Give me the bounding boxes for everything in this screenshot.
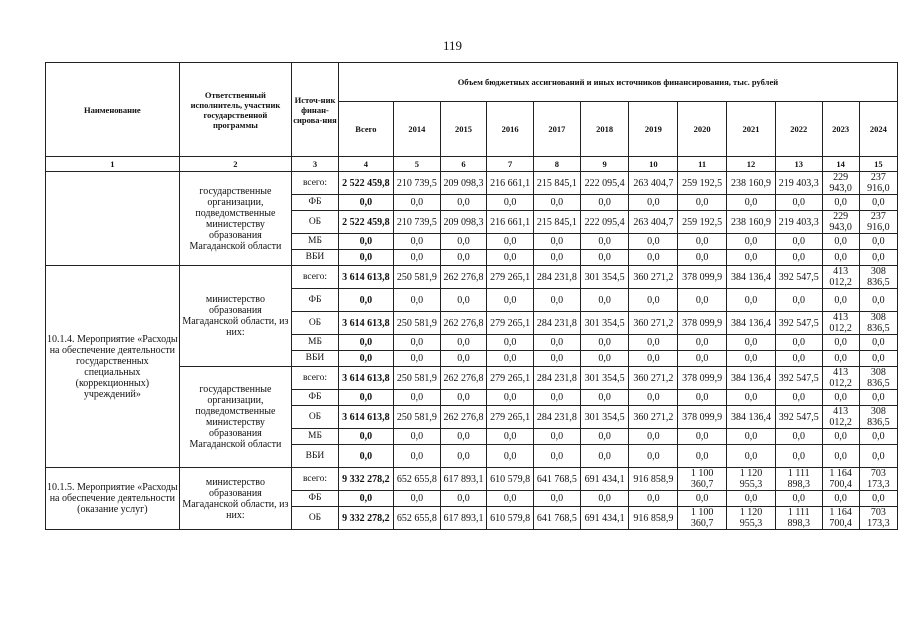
value-year: 0,0 [822, 351, 859, 367]
value-year: 1 120 955,3 [727, 468, 776, 491]
value-year: 0,0 [822, 335, 859, 351]
value-year: 0,0 [859, 351, 897, 367]
value-total: 0,0 [338, 335, 393, 351]
value-year: 0,0 [393, 491, 440, 507]
value-year: 0,0 [629, 429, 678, 445]
header-volume: Объем бюджетных ассигнований и иных источников финансирования, тыс. рублей [338, 63, 897, 102]
value-year: 0,0 [629, 335, 678, 351]
value-year: 0,0 [487, 234, 534, 250]
value-year: 0,0 [534, 289, 581, 312]
value-year: 215 845,1 [534, 211, 581, 234]
value-year: 0,0 [727, 250, 776, 266]
executor-name: министерство образования Магаданской области, из них: [179, 266, 291, 367]
value-year: 0,0 [580, 491, 629, 507]
value-total: 0,0 [338, 250, 393, 266]
funding-source: всего: [292, 468, 339, 491]
value-year: 0,0 [678, 195, 727, 211]
header-executor: Ответственный исполнитель, участник государственной программы [179, 63, 291, 157]
budget-table [45, 62, 898, 530]
value-total: 3 614 613,8 [338, 312, 393, 335]
value-year: 0,0 [580, 335, 629, 351]
column-number: 9 [580, 157, 629, 172]
value-year: 652 655,8 [393, 507, 440, 530]
funding-source: всего: [292, 367, 339, 390]
value-year: 0,0 [775, 234, 822, 250]
value-year: 0,0 [393, 250, 440, 266]
value-year: 384 136,4 [727, 312, 776, 335]
activity-name [46, 172, 180, 266]
table-row [46, 172, 898, 195]
value-year: 0,0 [580, 429, 629, 445]
value-year: 0,0 [859, 289, 897, 312]
value-year: 0,0 [440, 390, 487, 406]
value-year: 703 173,3 [859, 468, 897, 491]
header-year: 2019 [629, 102, 678, 157]
value-year: 413 012,2 [822, 406, 859, 429]
value-year: 0,0 [440, 195, 487, 211]
activity-name: 10.1.4. Мероприятие «Расходы на обеспечение деятельности государственных специальных (коррекционных) учреждений» [46, 266, 180, 468]
value-year: 617 893,1 [440, 507, 487, 530]
value-year: 703 173,3 [859, 507, 897, 530]
value-year: 0,0 [440, 250, 487, 266]
header-year: Всего [338, 102, 393, 157]
header-year: 2023 [822, 102, 859, 157]
value-year: 0,0 [859, 250, 897, 266]
value-year: 0,0 [775, 250, 822, 266]
value-year: 0,0 [534, 491, 581, 507]
value-year: 916 858,9 [629, 507, 678, 530]
column-number: 14 [822, 157, 859, 172]
value-year: 259 192,5 [678, 211, 727, 234]
value-year: 916 858,9 [629, 468, 678, 491]
value-year: 279 265,1 [487, 312, 534, 335]
value-year: 0,0 [822, 195, 859, 211]
header-year: 2017 [534, 102, 581, 157]
value-total: 0,0 [338, 289, 393, 312]
value-year: 0,0 [534, 250, 581, 266]
value-year: 617 893,1 [440, 468, 487, 491]
value-year: 0,0 [629, 195, 678, 211]
value-total: 0,0 [338, 195, 393, 211]
value-year: 0,0 [775, 445, 822, 468]
value-year: 209 098,3 [440, 211, 487, 234]
value-year: 301 354,5 [580, 266, 629, 289]
value-year: 0,0 [629, 351, 678, 367]
value-year: 0,0 [487, 195, 534, 211]
value-year: 378 099,9 [678, 266, 727, 289]
value-year: 0,0 [859, 491, 897, 507]
value-year: 259 192,5 [678, 172, 727, 195]
value-year: 308 836,5 [859, 406, 897, 429]
funding-source: ОБ [292, 312, 339, 335]
value-year: 250 581,9 [393, 312, 440, 335]
value-year: 279 265,1 [487, 266, 534, 289]
value-year: 392 547,5 [775, 312, 822, 335]
executor-name: государственные организации, подведомственные министерству образования Магаданской области [179, 172, 291, 266]
value-year: 384 136,4 [727, 406, 776, 429]
value-year: 308 836,5 [859, 266, 897, 289]
value-year: 0,0 [822, 429, 859, 445]
header-year: 2021 [727, 102, 776, 157]
value-year: 216 661,1 [487, 172, 534, 195]
value-year: 384 136,4 [727, 367, 776, 390]
value-total: 0,0 [338, 445, 393, 468]
value-year: 0,0 [678, 289, 727, 312]
value-year: 0,0 [727, 195, 776, 211]
value-total: 3 614 613,8 [338, 367, 393, 390]
value-year: 378 099,9 [678, 312, 727, 335]
value-year: 691 434,1 [580, 507, 629, 530]
value-year: 284 231,8 [534, 406, 581, 429]
value-year: 219 403,3 [775, 172, 822, 195]
column-number-row [46, 157, 898, 172]
value-year: 0,0 [775, 335, 822, 351]
value-year: 0,0 [440, 429, 487, 445]
value-year: 0,0 [487, 335, 534, 351]
value-year: 250 581,9 [393, 406, 440, 429]
value-year: 360 271,2 [629, 266, 678, 289]
value-year: 1 164 700,4 [822, 507, 859, 530]
value-year: 279 265,1 [487, 367, 534, 390]
value-year: 378 099,9 [678, 367, 727, 390]
value-year: 0,0 [629, 250, 678, 266]
value-year: 301 354,5 [580, 367, 629, 390]
value-year: 0,0 [859, 195, 897, 211]
value-year: 0,0 [629, 390, 678, 406]
value-year: 0,0 [487, 351, 534, 367]
value-year: 384 136,4 [727, 266, 776, 289]
value-year: 1 120 955,3 [727, 507, 776, 530]
value-year: 0,0 [727, 491, 776, 507]
value-year: 0,0 [727, 289, 776, 312]
value-year: 210 739,5 [393, 211, 440, 234]
value-year: 0,0 [580, 250, 629, 266]
value-year: 0,0 [487, 445, 534, 468]
value-year: 0,0 [534, 234, 581, 250]
value-year: 0,0 [775, 289, 822, 312]
value-total: 9 332 278,2 [338, 468, 393, 491]
funding-source: МБ [292, 234, 339, 250]
value-year: 219 403,3 [775, 211, 822, 234]
funding-source: всего: [292, 266, 339, 289]
value-year: 229 943,0 [822, 172, 859, 195]
value-year: 0,0 [822, 250, 859, 266]
column-number: 3 [292, 157, 339, 172]
value-year: 0,0 [393, 390, 440, 406]
funding-source: ФБ [292, 491, 339, 507]
value-year: 0,0 [393, 195, 440, 211]
value-year: 222 095,4 [580, 211, 629, 234]
value-year: 0,0 [727, 390, 776, 406]
value-year: 0,0 [775, 429, 822, 445]
value-year: 237 916,0 [859, 172, 897, 195]
column-number: 6 [440, 157, 487, 172]
header-source: Источ-ник финан-сирова-ния [292, 63, 339, 157]
value-year: 0,0 [678, 390, 727, 406]
value-year: 0,0 [629, 445, 678, 468]
value-year: 0,0 [534, 445, 581, 468]
value-year: 0,0 [440, 445, 487, 468]
value-year: 378 099,9 [678, 406, 727, 429]
table-body [46, 172, 898, 530]
column-number: 2 [179, 157, 291, 172]
value-year: 641 768,5 [534, 507, 581, 530]
column-number: 11 [678, 157, 727, 172]
value-year: 392 547,5 [775, 406, 822, 429]
value-total: 0,0 [338, 491, 393, 507]
funding-source: МБ [292, 429, 339, 445]
value-year: 0,0 [822, 491, 859, 507]
value-year: 0,0 [629, 289, 678, 312]
value-year: 0,0 [727, 234, 776, 250]
value-year: 610 579,8 [487, 468, 534, 491]
value-year: 1 111 898,3 [775, 507, 822, 530]
column-number: 10 [629, 157, 678, 172]
value-year: 0,0 [580, 351, 629, 367]
funding-source: ВБИ [292, 351, 339, 367]
value-year: 0,0 [580, 234, 629, 250]
value-year: 229 943,0 [822, 211, 859, 234]
value-year: 0,0 [859, 234, 897, 250]
value-total: 2 522 459,8 [338, 211, 393, 234]
funding-source: ОБ [292, 211, 339, 234]
funding-source: всего: [292, 172, 339, 195]
value-year: 0,0 [580, 390, 629, 406]
value-year: 1 100 360,7 [678, 507, 727, 530]
value-year: 262 276,8 [440, 367, 487, 390]
value-year: 308 836,5 [859, 367, 897, 390]
value-total: 0,0 [338, 351, 393, 367]
value-year: 0,0 [822, 289, 859, 312]
value-year: 641 768,5 [534, 468, 581, 491]
value-year: 263 404,7 [629, 172, 678, 195]
value-year: 360 271,2 [629, 406, 678, 429]
funding-source: ФБ [292, 289, 339, 312]
column-number: 12 [727, 157, 776, 172]
value-year: 0,0 [859, 445, 897, 468]
value-year: 0,0 [580, 195, 629, 211]
value-total: 2 522 459,8 [338, 172, 393, 195]
value-year: 279 265,1 [487, 406, 534, 429]
value-year: 0,0 [678, 429, 727, 445]
column-number: 1 [46, 157, 180, 172]
value-year: 0,0 [393, 289, 440, 312]
activity-name: 10.1.5. Мероприятие «Расходы на обеспечение деятельности (оказание услуг) [46, 468, 180, 530]
funding-source: ОБ [292, 406, 339, 429]
value-year: 262 276,8 [440, 266, 487, 289]
value-total: 0,0 [338, 429, 393, 445]
value-year: 0,0 [534, 195, 581, 211]
value-year: 250 581,9 [393, 266, 440, 289]
value-year: 392 547,5 [775, 266, 822, 289]
value-year: 413 012,2 [822, 312, 859, 335]
value-year: 0,0 [534, 351, 581, 367]
column-number: 7 [487, 157, 534, 172]
executor-name: государственные организации, подведомственные министерству образования Магаданской области [179, 367, 291, 468]
funding-source: ОБ [292, 507, 339, 530]
header-year: 2016 [487, 102, 534, 157]
value-year: 0,0 [393, 445, 440, 468]
value-year: 413 012,2 [822, 266, 859, 289]
value-year: 0,0 [580, 445, 629, 468]
value-year: 0,0 [775, 390, 822, 406]
value-year: 301 354,5 [580, 312, 629, 335]
value-year: 250 581,9 [393, 367, 440, 390]
value-year: 0,0 [487, 289, 534, 312]
value-year: 392 547,5 [775, 367, 822, 390]
value-year: 0,0 [393, 234, 440, 250]
funding-source: ВБИ [292, 445, 339, 468]
value-year: 0,0 [775, 491, 822, 507]
value-year: 308 836,5 [859, 312, 897, 335]
value-year: 262 276,8 [440, 406, 487, 429]
value-year: 0,0 [678, 335, 727, 351]
value-year: 0,0 [580, 289, 629, 312]
value-total: 0,0 [338, 234, 393, 250]
table-row [46, 468, 898, 491]
value-year: 0,0 [678, 234, 727, 250]
value-year: 0,0 [629, 491, 678, 507]
value-year: 0,0 [487, 491, 534, 507]
column-number: 15 [859, 157, 897, 172]
value-year: 0,0 [393, 351, 440, 367]
header-year: 2014 [393, 102, 440, 157]
value-year: 0,0 [440, 234, 487, 250]
value-year: 0,0 [487, 429, 534, 445]
executor-name: министерство образования Магаданской области, из них: [179, 468, 291, 530]
value-year: 1 164 700,4 [822, 468, 859, 491]
value-year: 0,0 [775, 195, 822, 211]
value-year: 0,0 [727, 445, 776, 468]
value-year: 0,0 [629, 234, 678, 250]
value-year: 0,0 [859, 335, 897, 351]
value-year: 691 434,1 [580, 468, 629, 491]
value-year: 237 916,0 [859, 211, 897, 234]
value-year: 263 404,7 [629, 211, 678, 234]
column-number: 5 [393, 157, 440, 172]
value-year: 210 739,5 [393, 172, 440, 195]
value-year: 360 271,2 [629, 312, 678, 335]
header-year: 2020 [678, 102, 727, 157]
value-year: 360 271,2 [629, 367, 678, 390]
value-year: 0,0 [859, 429, 897, 445]
header-year: 2022 [775, 102, 822, 157]
column-number: 4 [338, 157, 393, 172]
value-year: 0,0 [727, 429, 776, 445]
value-year: 1 100 360,7 [678, 468, 727, 491]
value-year: 284 231,8 [534, 312, 581, 335]
funding-source: ФБ [292, 390, 339, 406]
value-year: 215 845,1 [534, 172, 581, 195]
value-year: 0,0 [727, 351, 776, 367]
column-number: 13 [775, 157, 822, 172]
value-year: 0,0 [822, 390, 859, 406]
column-number: 8 [534, 157, 581, 172]
value-year: 0,0 [440, 351, 487, 367]
value-year: 1 111 898,3 [775, 468, 822, 491]
value-year: 209 098,3 [440, 172, 487, 195]
value-year: 652 655,8 [393, 468, 440, 491]
value-year: 413 012,2 [822, 367, 859, 390]
value-year: 0,0 [822, 445, 859, 468]
value-year: 0,0 [678, 491, 727, 507]
header-year: 2024 [859, 102, 897, 157]
value-year: 0,0 [440, 491, 487, 507]
value-year: 0,0 [678, 250, 727, 266]
value-year: 0,0 [487, 390, 534, 406]
funding-source: ВБИ [292, 250, 339, 266]
value-year: 0,0 [487, 250, 534, 266]
value-year: 284 231,8 [534, 266, 581, 289]
value-year: 0,0 [534, 335, 581, 351]
value-total: 3 614 613,8 [338, 406, 393, 429]
value-year: 222 095,4 [580, 172, 629, 195]
funding-source: ФБ [292, 195, 339, 211]
value-total: 0,0 [338, 390, 393, 406]
value-year: 0,0 [534, 390, 581, 406]
table-row [46, 266, 898, 289]
value-year: 0,0 [440, 335, 487, 351]
value-year: 0,0 [393, 429, 440, 445]
value-year: 0,0 [822, 234, 859, 250]
funding-source: МБ [292, 335, 339, 351]
value-total: 3 614 613,8 [338, 266, 393, 289]
value-year: 0,0 [775, 351, 822, 367]
value-year: 0,0 [440, 289, 487, 312]
value-year: 0,0 [678, 351, 727, 367]
header-name: Наименование [46, 63, 180, 157]
value-year: 301 354,5 [580, 406, 629, 429]
value-year: 0,0 [859, 390, 897, 406]
value-year: 610 579,8 [487, 507, 534, 530]
value-year: 0,0 [678, 445, 727, 468]
value-year: 0,0 [727, 335, 776, 351]
value-year: 0,0 [393, 335, 440, 351]
header-year: 2018 [580, 102, 629, 157]
header-year: 2015 [440, 102, 487, 157]
value-year: 0,0 [534, 429, 581, 445]
value-year: 216 661,1 [487, 211, 534, 234]
value-year: 262 276,8 [440, 312, 487, 335]
value-year: 284 231,8 [534, 367, 581, 390]
page-number: 119 [442, 38, 463, 53]
value-year: 238 160,9 [727, 172, 776, 195]
value-total: 9 332 278,2 [338, 507, 393, 530]
value-year: 238 160,9 [727, 211, 776, 234]
header-row-top [46, 63, 898, 102]
